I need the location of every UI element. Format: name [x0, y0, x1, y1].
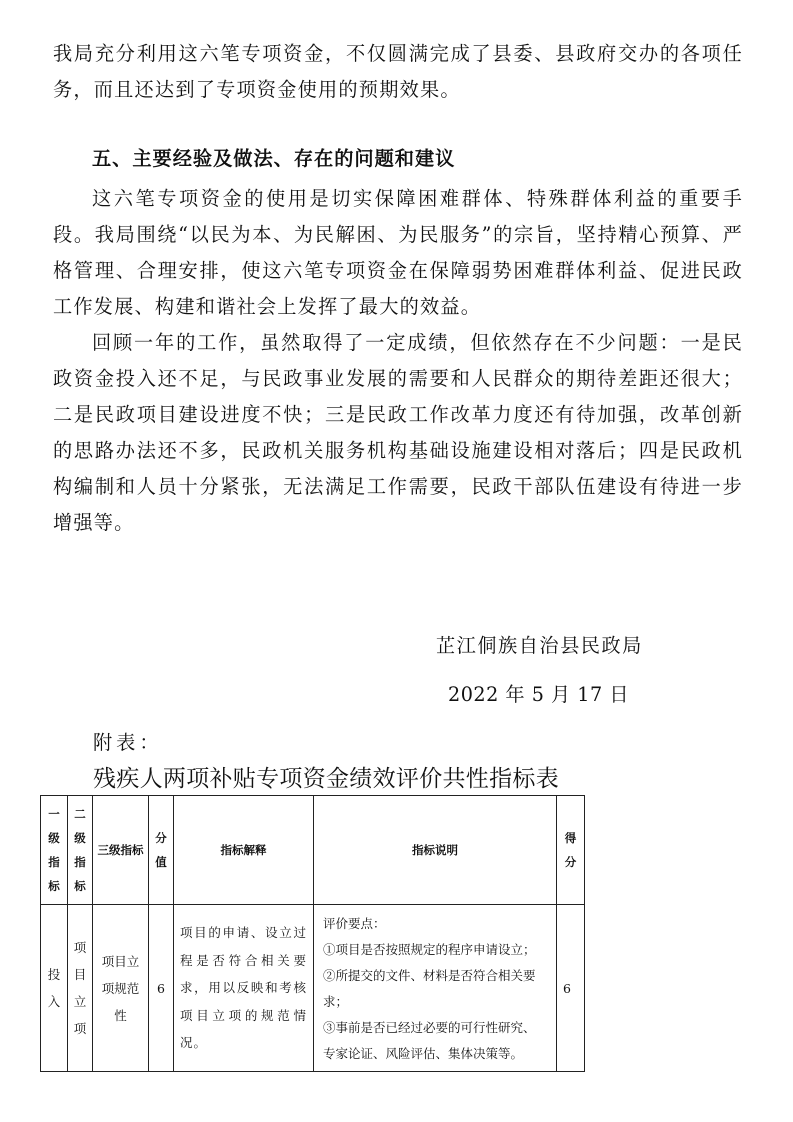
indicator-table — [40, 795, 585, 1072]
header-level2: 二级指标 — [68, 796, 93, 905]
cell-score: 6 — [557, 905, 585, 1072]
table-continuation — [40, 1063, 586, 1069]
signature-date: 2022 年 5 月 17 日 — [448, 683, 630, 706]
header-level1: 一级指标 — [41, 796, 68, 905]
description-line: ③事前是否已经过必要的可行性研究、 — [323, 1020, 536, 1035]
description-line: 求； — [323, 994, 349, 1009]
table-title: 残疾人两项补贴专项资金绩效评价共性指标表 — [93, 766, 559, 792]
paragraph-experience: 这六笔专项资金的使用是切实保障困难群体、特殊群体利益的重要手段。我局围绕“以民为本、为民解困、为民服务”的宗旨，坚持精心预算、严格管理、合理安排，使这六笔专项资金在保障弱势困难群体利益、促进民政工作发展、构建和谐社会上发挥了最大的效益。 — [53, 187, 743, 318]
appendix-label: 附表： — [93, 731, 163, 754]
table-row — [41, 905, 585, 1072]
cell-explanation: 项目的申请、设立过程是否符合相关要求，用以反映和考核项目立项的规范情况。 — [174, 905, 314, 1072]
paragraph-results: 我局充分利用这六笔专项资金，不仅圆满完成了县委、县政府交办的各项任务，而且还达到了专项资金使用的预期效果。 — [53, 42, 743, 101]
description-line: 专家论证、风险评估、集体决策等。 — [323, 1046, 524, 1061]
table-header-row — [41, 796, 585, 905]
cell-level2: 项目立项 — [68, 905, 93, 1072]
header-explanation: 指标解释 — [174, 796, 314, 905]
header-level3: 三级指标 — [93, 796, 149, 905]
header-score-value: 分值 — [149, 796, 174, 905]
description-line: ①项目是否按照规定的程序申请设立； — [323, 942, 536, 957]
description-line: 评价要点： — [323, 916, 386, 931]
section-heading-5: 五、主要经验及做法、存在的问题和建议 — [92, 147, 456, 170]
paragraph-problems: 回顾一年的工作，虽然取得了一定成绩，但依然存在不少问题：一是民政资金投入还不足，与民政事业发展的需要和人民群众的期待差距还很大；二是民政项目建设进度不快；三是民政工作改革力度还有待加强，改革创新的思路办法还不多，民政机关服务机构基础设施建设相对落后；四是民政机构编制和人员十分紧张，无法满足工作需要，民政干部队伍建设有待进一步增强等。 — [53, 331, 743, 534]
signature-org: 芷江侗族自治县民政局 — [436, 634, 643, 657]
cell-description — [314, 905, 557, 1072]
cell-level3: 项目立项规范性 — [93, 905, 149, 1072]
header-score: 得分 — [557, 796, 585, 905]
cell-score-value: 6 — [149, 905, 174, 1072]
description-line: ②所提交的文件、材料是否符合相关要 — [323, 968, 536, 983]
header-description: 指标说明 — [314, 796, 557, 905]
cell-level1: 投入 — [41, 905, 68, 1072]
